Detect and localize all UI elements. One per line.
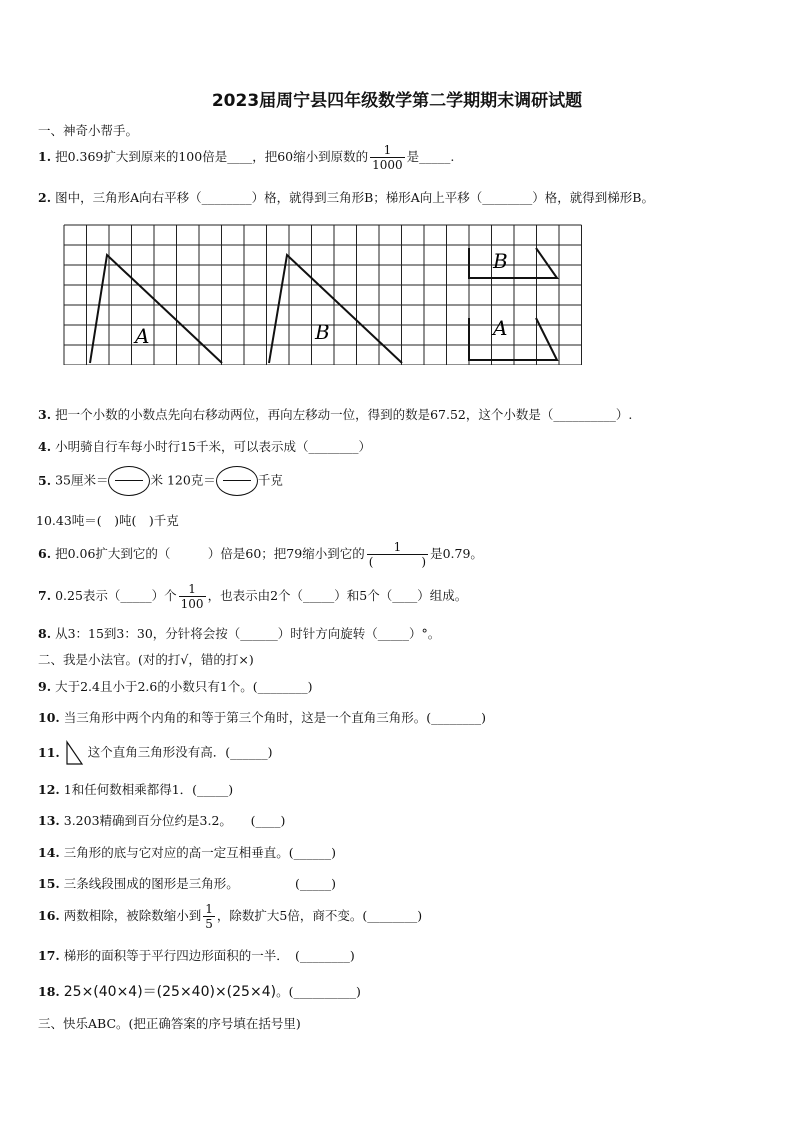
- fraction: [203, 902, 215, 931]
- question-number: 7.: [38, 588, 52, 603]
- question-number: 8.: [38, 626, 52, 641]
- question-number: 11.: [38, 744, 60, 760]
- question-3: [38, 405, 632, 423]
- question-text: 三条线段围成的图形是三角形。 (_____): [63, 876, 337, 891]
- section-heading-1: 一、神奇小帮手。: [38, 123, 139, 138]
- question-text-3: 千克: [257, 472, 283, 488]
- question-text: 把0.06扩大到它的（ ）倍是60；把79缩小到它的: [55, 546, 365, 561]
- question-text: 图中，三角形A向右平移（________）格，就得到三角形B；梯形A向上平移（________）格，就得到梯形B。: [55, 190, 654, 205]
- question-text: 1和任何数相乘都得1．(_____): [63, 782, 234, 797]
- fraction: [370, 143, 405, 172]
- question-number: 16.: [38, 908, 60, 923]
- question-number: 2.: [38, 190, 52, 205]
- question-6: [38, 540, 483, 569]
- question-14: [38, 843, 336, 861]
- question-text: 35厘米＝: [55, 472, 109, 488]
- question-number: 4.: [38, 439, 52, 454]
- question-text-2: ，除数扩大5倍，商不变。(________): [216, 908, 423, 923]
- question-number: 15.: [38, 876, 60, 891]
- question-number: 1.: [38, 149, 52, 164]
- question-text-2: 是_____.: [406, 149, 455, 164]
- answer-blank[interactable]: [216, 466, 258, 496]
- question-number: 10.: [38, 710, 60, 725]
- denominator: 5: [205, 917, 213, 931]
- question-number: 5.: [38, 472, 52, 488]
- question-number: 3.: [38, 407, 52, 422]
- question-number: 12.: [38, 782, 60, 797]
- trapezoid-a: [469, 318, 557, 360]
- question-text: 大于2.4且小于2.6的小数只有1个。(________): [55, 679, 313, 694]
- question-text: 两数相除，被除数缩小到: [63, 908, 202, 923]
- question-text: 当三角形中两个内角的和等于第三个角时，这是一个直角三角形。(________): [63, 710, 487, 725]
- question-text: 小明骑自行车每小时行15千米，可以表示成（________）: [55, 439, 371, 454]
- question-text-2: 米 120克＝: [150, 472, 216, 488]
- question-text: 把一个小数的小数点先向右移动两位，再向左移动一位，得到的数是67.52，这个小数是（__________）.: [55, 407, 633, 422]
- question-15: [38, 874, 336, 892]
- numerator: 1: [205, 902, 213, 916]
- math-expression: 25×(40×4)＝(25×40)×(25×4): [63, 984, 277, 1000]
- label-a-trapezoid: A: [493, 316, 508, 340]
- trapezoid-b: [469, 248, 557, 278]
- translation-grid-figure: [62, 223, 582, 365]
- question-10: [38, 708, 486, 726]
- question-1: [38, 143, 454, 172]
- question-text: 这个直角三角形没有高．(______): [87, 744, 273, 760]
- denominator: 1000: [372, 158, 403, 172]
- question-number: 18.: [38, 984, 60, 999]
- question-13: [38, 811, 285, 829]
- question-8: [38, 624, 440, 642]
- question-18: [38, 981, 361, 1001]
- denominator: ( ): [368, 555, 427, 569]
- question-text: 0.25表示（_____）个: [55, 588, 177, 603]
- label-b-trapezoid: B: [493, 249, 508, 273]
- question-4: [38, 437, 371, 455]
- question-number: 14.: [38, 845, 60, 860]
- fraction: [179, 582, 206, 611]
- question-text: 。(__________): [276, 984, 361, 999]
- answer-blank[interactable]: [108, 466, 150, 496]
- question-2: [38, 188, 654, 206]
- numerator: 1: [367, 540, 428, 555]
- denominator: 100: [180, 597, 204, 611]
- numerator: 1: [179, 582, 206, 597]
- question-text-2: 是0.79。: [430, 546, 483, 561]
- triangle-a: [90, 255, 222, 363]
- question-number: 9.: [38, 679, 52, 694]
- question-text: 3.203精确到百分位约是3.2。 (____): [63, 813, 286, 828]
- question-16: [38, 902, 422, 931]
- question-text: 梯形的面积等于平行四边形面积的一半． (________): [63, 948, 355, 963]
- question-11: [38, 740, 273, 766]
- question-7: [38, 582, 467, 611]
- question-number: 6.: [38, 546, 52, 561]
- page-title: 2023届周宁县四年级数学第二学期期末调研试题: [211, 91, 583, 111]
- question-text: 三角形的底与它对应的高一定互相垂直。(______): [63, 845, 337, 860]
- question-17: [38, 946, 355, 964]
- question-9: [38, 677, 313, 695]
- label-a-triangle: A: [135, 324, 150, 348]
- question-number: 13.: [38, 813, 60, 828]
- section-heading-2: 二、我是小法官。(对的打√，错的打×): [38, 652, 254, 667]
- right-triangle-icon: [64, 740, 84, 766]
- question-number: 17.: [38, 948, 60, 963]
- question-text: 把0.369扩大到原来的100倍是____，把60缩小到原数的: [55, 149, 369, 164]
- question-5: [38, 466, 283, 496]
- question-5b: 10.43吨＝( )吨( )千克: [36, 513, 179, 528]
- fraction: [367, 540, 428, 569]
- label-b-triangle: B: [315, 320, 330, 344]
- question-text-2: ，也表示由2个（_____）和5个（____）组成。: [207, 588, 468, 603]
- question-12: [38, 780, 233, 798]
- numerator: 1: [370, 143, 405, 158]
- question-text: 从3：15到3：30，分针将会按（______）时针方向旋转（_____）°。: [55, 626, 441, 641]
- section-heading-3: 三、快乐ABC。(把正确答案的序号填在括号里): [38, 1016, 301, 1031]
